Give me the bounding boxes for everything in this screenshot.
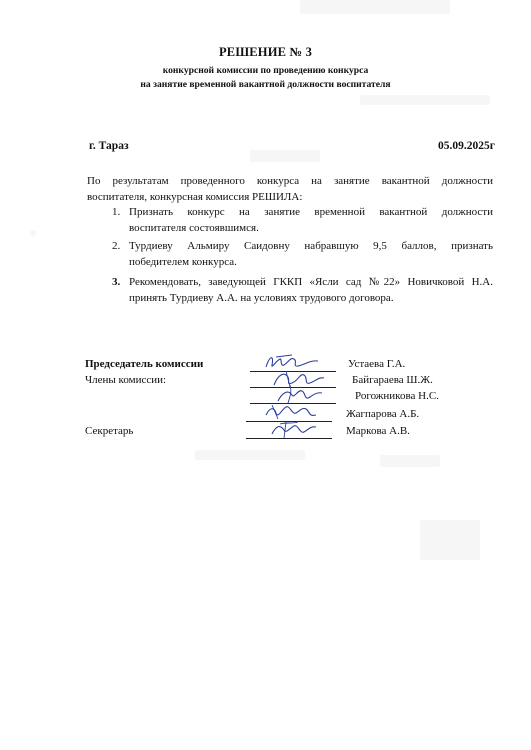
scan-ghost — [30, 230, 36, 236]
document-title: РЕШЕНИЕ № 3 — [218, 45, 313, 59]
decision-text — [129, 275, 493, 306]
signature-row-member — [0, 374, 531, 390]
decision-text — [129, 239, 493, 270]
signatory-name: Жагпарова А.Б. — [346, 408, 420, 420]
decision-number: 2. — [112, 240, 121, 252]
scan-ghost — [250, 150, 320, 162]
signatory-name: Байгараева Ш.Ж. — [352, 374, 433, 386]
document-date: 05.09.2025г — [438, 140, 495, 152]
signature-row-chair — [0, 358, 531, 374]
decision-line: Признать конкурс на занятие временной вакантной должности — [129, 206, 493, 218]
document-subtitle-line1: конкурсной комиссии по проведению конкурса — [162, 65, 369, 76]
intro-line1: По результатам проведенного конкурса на занятие вакантной должности — [87, 175, 493, 187]
handwritten-signature — [266, 418, 326, 440]
document-subtitle-line2: на занятие временной вакантной должности воспитателя — [140, 79, 391, 90]
decision-number: 3. — [112, 276, 121, 288]
signatory-name: Маркова А.В. — [346, 425, 410, 437]
signature-row-secretary — [0, 425, 531, 441]
chair-label: Председатель комиссии — [85, 358, 204, 370]
scan-ghost — [380, 455, 440, 467]
decision-text — [129, 205, 493, 236]
scan-ghost — [360, 95, 490, 105]
decision-line: воспитателя состоявшимся. — [129, 221, 259, 234]
decision-number: 1. — [112, 206, 121, 218]
scan-ghost — [420, 520, 480, 560]
signatory-name: Рогожникова Н.С. — [355, 390, 439, 402]
scan-ghost — [300, 0, 450, 14]
city: г. Тараз — [89, 140, 129, 152]
decision-line: победителем конкурса. — [129, 255, 237, 268]
decision-line: Турдиеву Альмиру Саидовну набравшую 9,5 баллов, признать — [129, 240, 493, 252]
scan-ghost — [195, 450, 305, 460]
secretary-label: Секретарь — [85, 425, 134, 437]
decision-line: Рекомендовать, заведующей ГККП «Ясли сад №22» Новичковой Н.А. — [129, 276, 493, 288]
members-label: Члены комиссии: — [85, 374, 167, 386]
intro-line2: воспитателя, конкурсная комиссия РЕШИЛА: — [87, 190, 303, 203]
intro-paragraph — [87, 174, 493, 205]
signatory-name: Устаева Г.А. — [348, 358, 406, 370]
decision-line: принять Турдиеву А.А. на условиях трудового договора. — [129, 291, 394, 304]
